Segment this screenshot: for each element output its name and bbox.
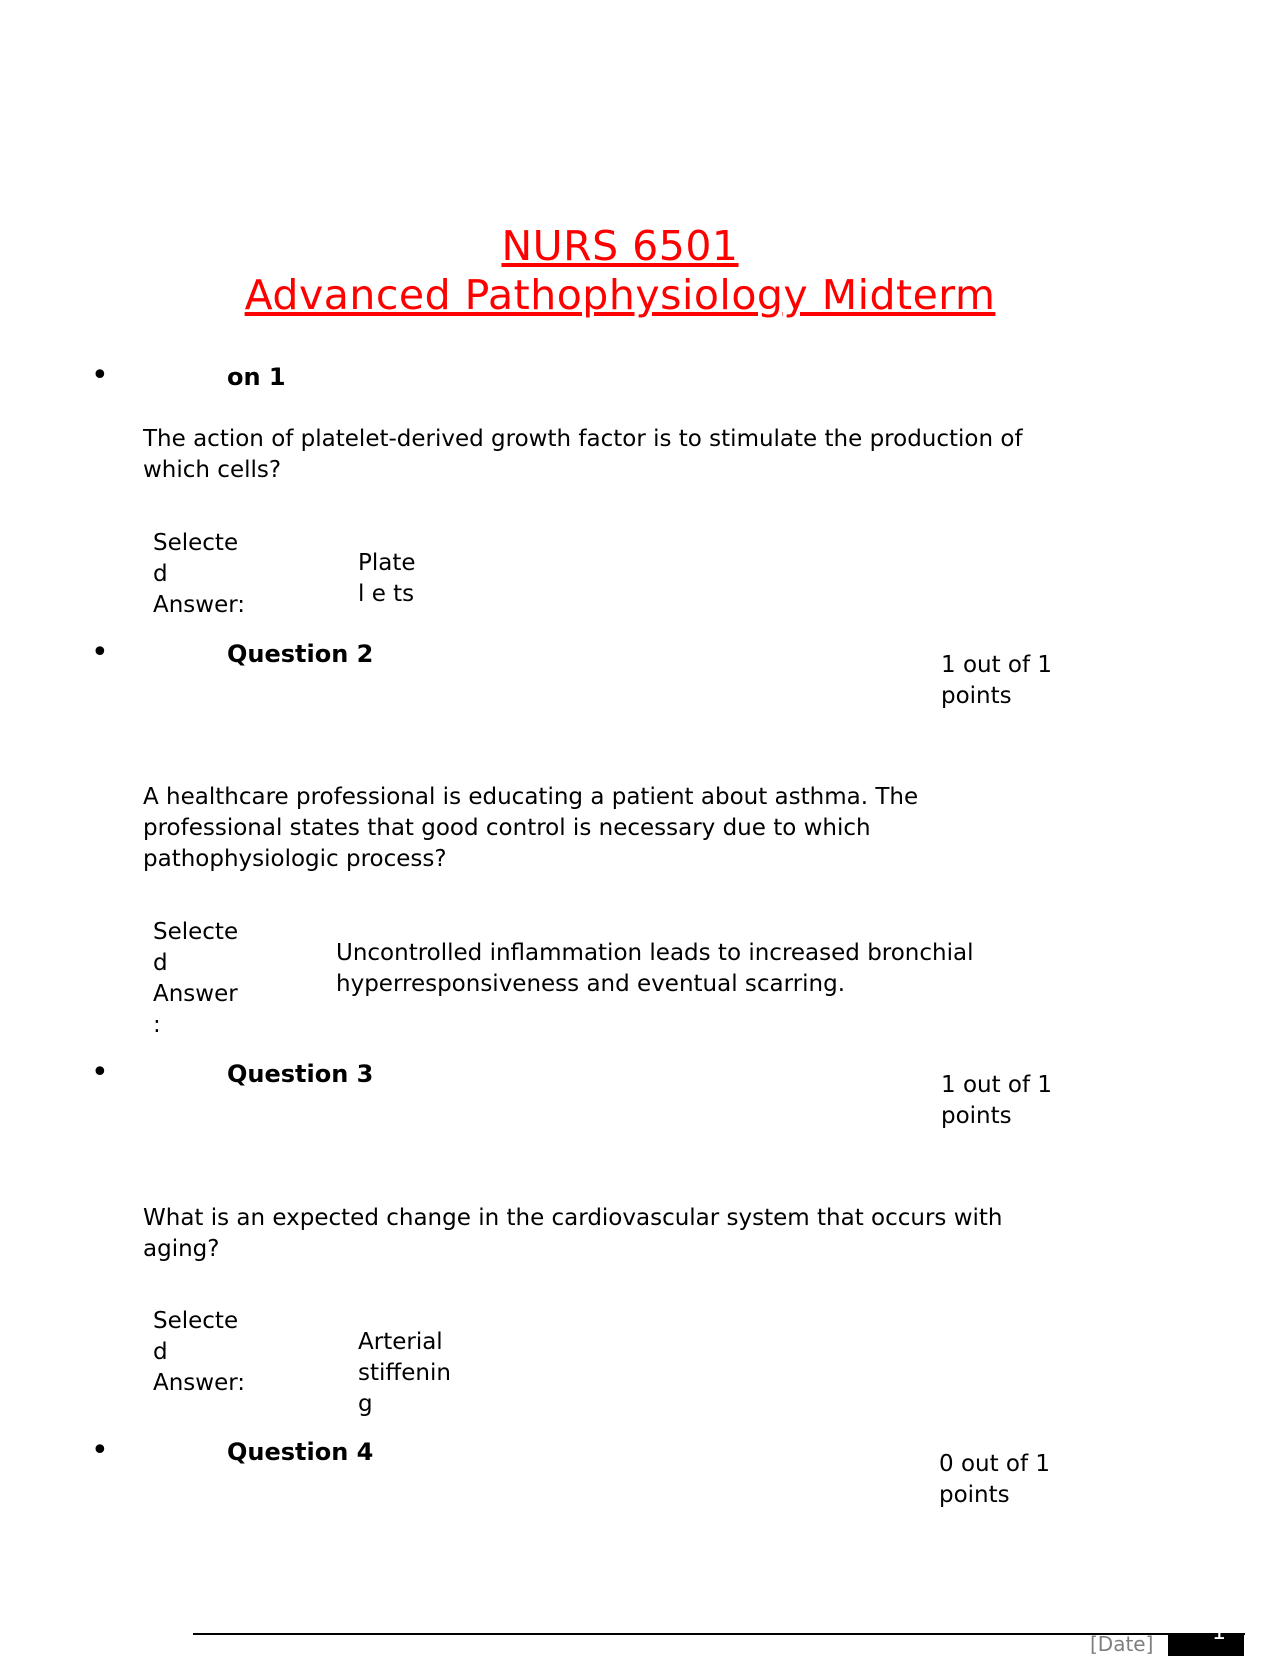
question-1-selected-answer-label: Selecte d Answer: (153, 530, 246, 618)
page-number: 1 (1212, 1620, 1226, 1645)
question-2-selected-answer: Uncontrolled inflammation leads to increased bronchial hyperresponsiveness and eventual scarring. (336, 940, 974, 997)
question-3-heading: Question 3 (227, 1060, 374, 1088)
bullet-icon: • (91, 1433, 109, 1468)
question-3-selected-answer: Arterial stiffenin g (358, 1329, 451, 1417)
question-2-text: A healthcare professional is educating a patient about asthma. The professional states that good control is necessary due to which pathophysiologic process? (143, 784, 919, 872)
page-number-box (1168, 1633, 1244, 1656)
question-2-selected-answer-label: Selecte d Answer : (153, 919, 239, 1038)
course-code: NURS 6501 (501, 222, 739, 270)
question-3-selected-answer-label: Selecte d Answer: (153, 1308, 246, 1396)
question-1-heading: on 1 (227, 363, 286, 391)
question-4-score: 0 out of 1 points (939, 1451, 1051, 1508)
question-4-heading: Question 4 (227, 1438, 374, 1466)
question-2-score: 1 out of 1 points (941, 652, 1053, 709)
footer-rule (193, 1633, 1245, 1635)
question-1-selected-answer: Plate l e ts (358, 550, 416, 607)
bullet-icon: • (91, 358, 109, 393)
bullet-icon: • (91, 635, 109, 670)
question-1-text: The action of platelet-derived growth factor is to stimulate the production of which cells? (143, 426, 1023, 483)
question-3-score: 1 out of 1 points (941, 1072, 1053, 1129)
course-title: Advanced Pathophysiology Midterm (244, 271, 996, 319)
question-2-heading: Question 2 (227, 640, 374, 668)
bullet-icon: • (91, 1055, 109, 1090)
question-3-text: What is an expected change in the cardiovascular system that occurs with aging? (143, 1205, 1003, 1262)
footer-date: [Date] (1090, 1632, 1154, 1656)
